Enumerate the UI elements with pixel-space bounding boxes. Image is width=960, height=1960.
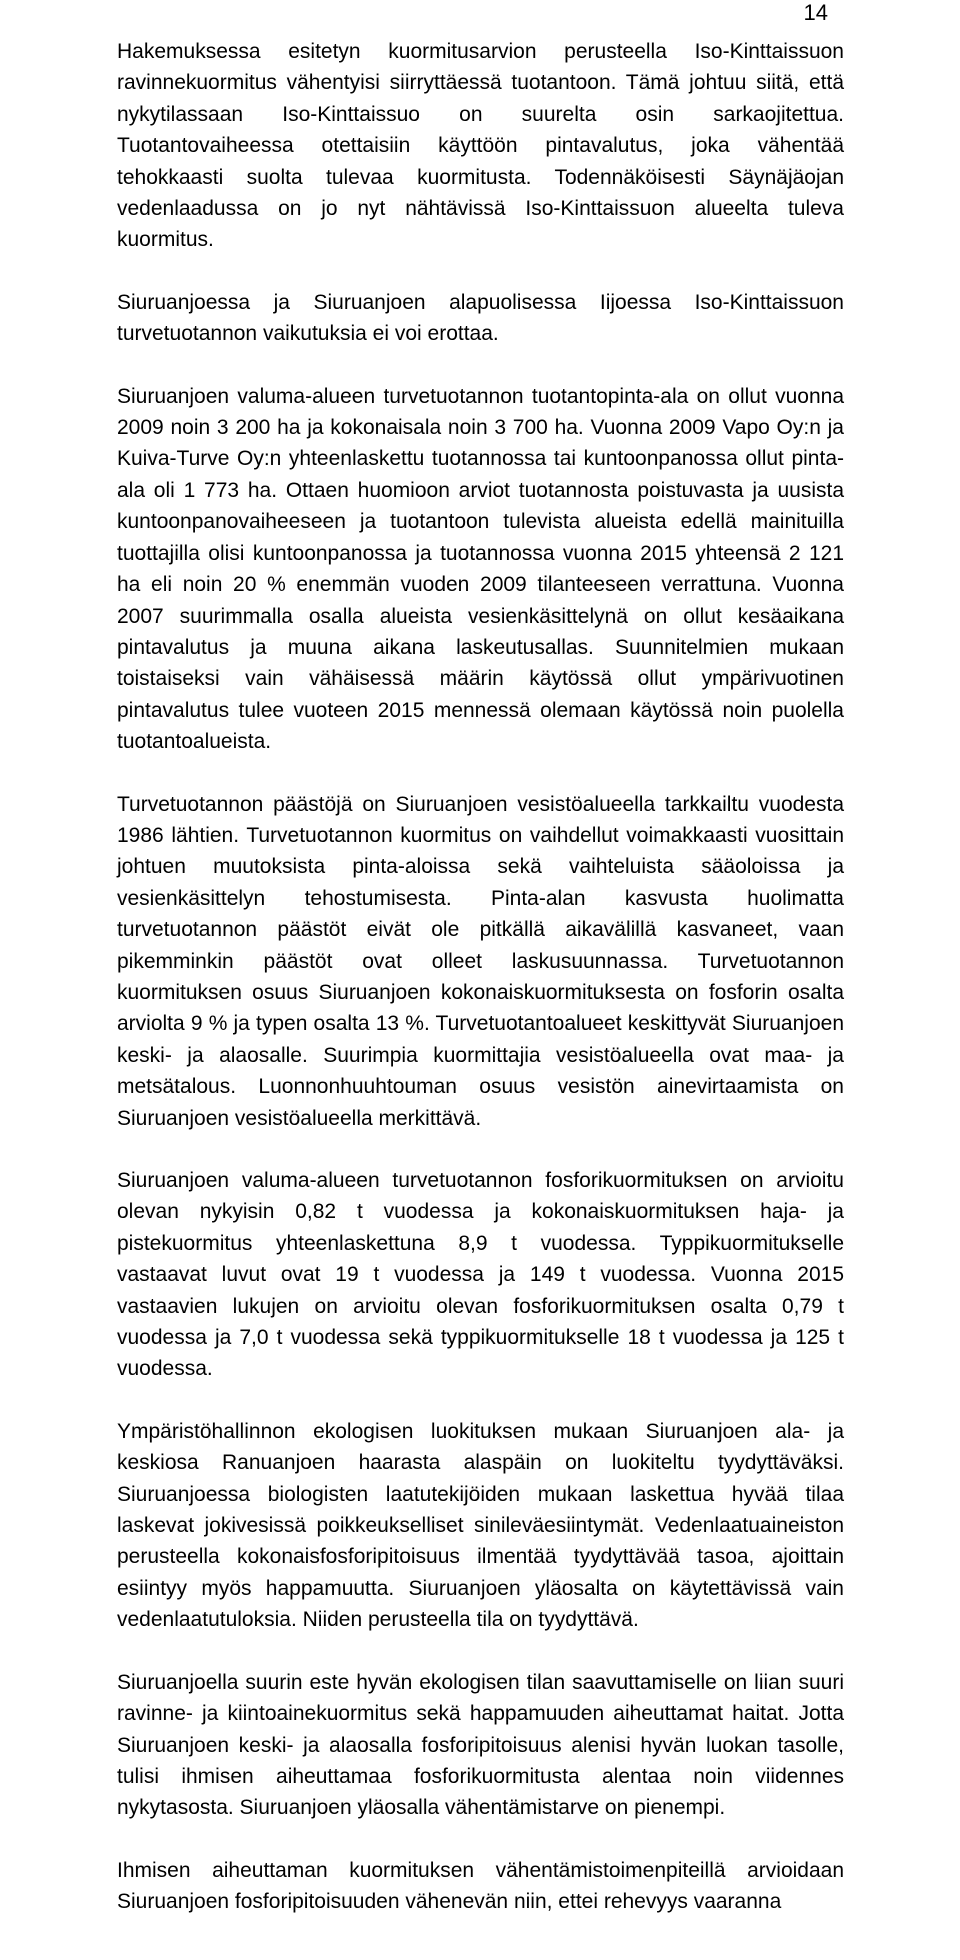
paragraph-vaikutukset: Siuruanjoessa ja Siuruanjoen alapuolisessa Iijoessa Iso-Kinttaissuon turvetuotannon vaikutuksia ei voi erottaa. [117, 290, 844, 346]
paragraph-toimenpiteet: Ihmisen aiheuttaman kuormituksen vähentämistoimenpiteillä arvioidaan Siuruanjoen fosforipitoisuuden vähenevän niin, ettei rehevyys vaaranna [117, 1858, 844, 1914]
paragraph-paastot: Turvetuotannon päästöjä on Siuruanjoen vesistöalueella tarkkailtu vuodesta 1986 lähtien. Turvetuotannon kuormitus on vaihdellut voimakkaasti vuosittain johtuen muutoksista pinta-aloissa sekä vaihteluista sääoloissa ja vesienkäsittelyn tehostumisesta. Pinta-alan kasvusta huolimatta turvetuotannon päästöt eivät ole pitkällä aikavälillä kasvaneet, vaan pikemminkin päästöt ovat olleet laskusuunnassa. Turvetuotannon kuormituksen osuus Siuruanjoen kokonaiskuormituksesta on fosforin osalta arviolta 9 % ja typen osalta 13 %. Turvetuotantoalueet keskittyvät Siuruanjoen keski- ja alaosalle. Suurimpia kuormittajia vesistöalueella ovat maa- ja metsätalous. Luonnonhuuhtouman osuus vesistön ainevirtaamista on Siuruanjoen vesistöalueella merkittävä. [117, 792, 844, 1130]
paragraph-fosforikuormitus: Siuruanjoen valuma-alueen turvetuotannon fosforikuormituksen on arvioitu olevan nykyisin 0,82 t vuodessa ja kokonaiskuormituksen haja- ja pistekuormitus yhteenlaskettuna 8,9 t vuodessa. Typpikuormitukselle vastaavat luvut ovat 19 t vuodessa ja 149 t vuodessa. Vuonna 2015 vastaavien lukujen on arvioitu olevan fosforikuormituksen osalta 0,79 t vuodessa ja 7,0 t vuodessa sekä typpikuormitukselle 18 t vuodessa ja 125 t vuodessa. [117, 1169, 844, 1381]
paragraph-ekologinen-tila: Siuruanjoella suurin este hyvän ekologisen tilan saavuttamiselle on liian suuri ravinne- ja kiintoainekuormitus sekä happamuuden aiheuttamat haitat. Jotta Siuruanjoen keski- ja alaosalla fosforipitoisuus alenisi hyvän luokan tasolle, tulisi ihmisen aiheuttamaa fosforikuormitusta alentaa noin viidennes nykytasosta. Siuruanjoen yläosalla vähentämistarve on pienempi. [117, 1670, 844, 1820]
paragraph-luokitus: Ympäristöhallinnon ekologisen luokituksen mukaan Siuruanjoen ala- ja keskiosa Ranuanjoen haarasta alaspäin on luokiteltu tyydyttäväksi. Siuruanjoessa biologisten laatutekijöiden mukaan laskettua hyvää tilaa laskevat jokivesissä poikkeukselliset sinileväesiintymät. Vedenlaatuaineiston perusteella kokonaisfosforipitoisuus ilmentää tyydyttävää tasoa, ajoittain esiintyy myös happamuutta. Siuruanjoen yläosalta on käytettävissä vain vedenlaatutuloksia. Niiden perusteella tila on tyydyttävä. [117, 1419, 844, 1632]
document-body [117, 36, 844, 1918]
paragraph-pinta-ala: Siuruanjoen valuma-alueen turvetuotannon tuotantopinta-ala on ollut vuonna 2009 noin 3 200 ha ja kokonaisala noin 3 700 ha. Vuonna 2009 Vapo Oy:n ja Kuiva-Turve Oy:n yhteenlaskettu tuotannossa tai kuntoonpanossa ollut pinta-ala oli 1 773 ha. Ottaen huomioon arviot tuotannosta poistuvasta ja uusista kuntoonpanovaiheeseen ja tuotantoon tulevista alueista edellä mainituilla tuottajilla olisi kuntoonpanossa ja tuotannossa vuonna 2015 yhteensä 2 121 ha eli noin 20 % enemmän vuoden 2009 tilanteeseen verrattuna. Vuonna 2007 suurimmalla osalla alueista vesienkäsittelynä on ollut kesäaikana pintavalutus ja muuna aikana laskeutusallas. Suunnitelmien mukaan toistaiseksi vain vähäisessä määrin käytössä ollut ympärivuotinen pintavalutus tulee vuoteen 2015 mennessä olemaan käytössä noin puolella tuotantoalueista. [117, 384, 844, 754]
paragraph-kuormitusarvio: Hakemuksessa esitetyn kuormitusarvion perusteella Iso-Kinttaissuon ravinnekuormitus vähentyisi siirryttäessä tuotantoon. Tämä johtuu siitä, että nykytilassaan Iso-Kinttaissuo on suurelta osin sarkaojitettua. Tuotantovaiheessa otettaisiin käyttöön pintavalutus, joka vähentää tehokkaasti suolta tulevaa kuormitusta. Todennäköisesti Säynäjäojan vedenlaadussa on jo nyt nähtävissä Iso-Kinttaissuon alueelta tuleva kuormitus. [117, 40, 844, 252]
page-number: 14 [803, 0, 828, 25]
